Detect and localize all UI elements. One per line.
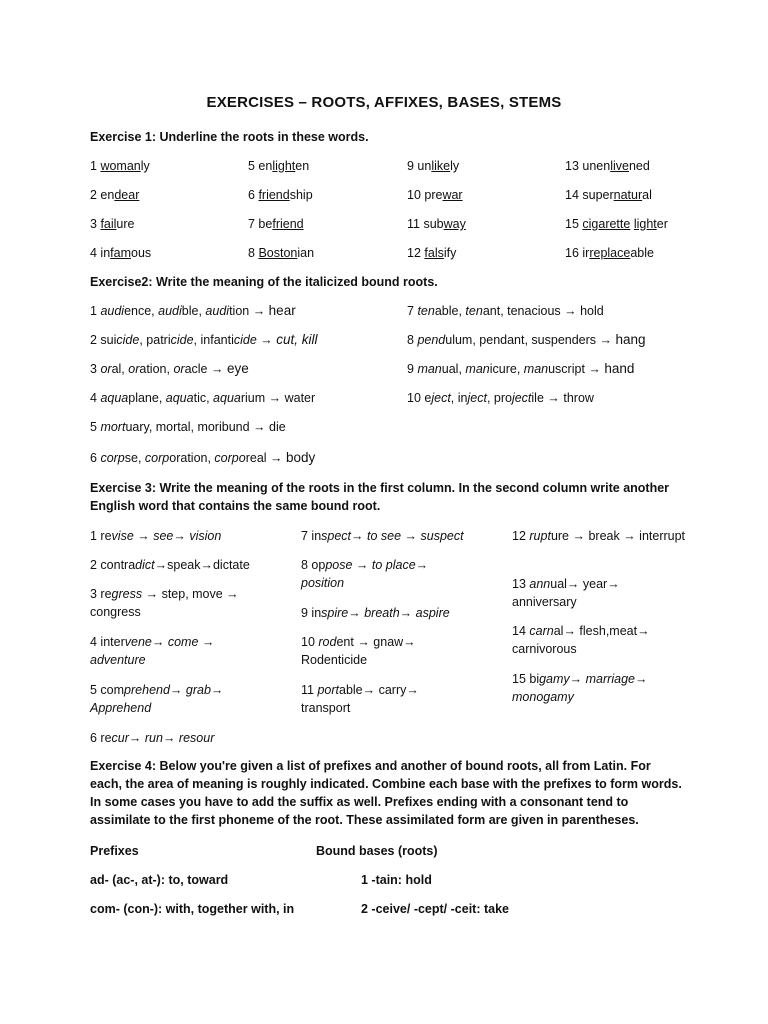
exercise-1-instruction: Underline the roots in these words. <box>156 130 369 144</box>
ex2-item: 2 suicide, patricide, infanticide → cut, kill <box>90 332 318 347</box>
page-title: EXERCISES – ROOTS, AFFIXES, BASES, STEMS <box>206 94 562 111</box>
exercise-1-heading <box>90 128 369 146</box>
exercise-3-instruction: Write the meaning of the roots in the first column. In the second column write another English word that contains the same bound root. <box>90 481 670 513</box>
ex2-item: 7 tenable, tenant, tenacious → hold <box>407 304 604 318</box>
base-item: 1 -tain: hold <box>361 873 432 887</box>
ex2-item: 9 manual, manicure, manuscript → hand <box>407 361 635 376</box>
prefixes-header: Prefixes <box>90 844 139 858</box>
exercise-4-heading <box>90 757 685 829</box>
ex1-item: 12 falsify <box>407 246 457 260</box>
ex1-item: 3 failure <box>90 217 135 231</box>
ex3-item: 2 contradict→speak→dictate <box>90 558 250 572</box>
ex1-item: 13 unenlivened <box>565 159 650 173</box>
ex1-item: 6 friendship <box>248 188 313 202</box>
ex3-item: 11 portable→ carry→ transport <box>301 683 419 715</box>
exercise-2-instruction: Write the meaning of the italicized bound roots. <box>152 275 438 289</box>
ex3-item: 8 oppose → to place→ position <box>301 558 429 590</box>
exercise-3-heading <box>90 479 690 515</box>
ex2-item: 8 pendulum, pendant, suspenders → hang <box>407 332 646 347</box>
ex1-item: 2 endear <box>90 188 140 202</box>
ex2-item: 1 audience, audible, audition → hear <box>90 303 296 318</box>
ex1-item: 5 enlighten <box>248 159 310 173</box>
exercise-1-label: Exercise 1: <box>90 130 157 144</box>
ex3-item: 5 comprehend→ grab→ Apprehend <box>90 683 224 715</box>
ex1-item: 15 cigarette lighter <box>565 217 668 231</box>
ex1-item: 14 supernatural <box>565 188 652 202</box>
ex3-item: 7 inspect→ to see → suspect <box>301 529 464 543</box>
ex3-item: 1 revise → see→ vision <box>90 529 222 543</box>
ex3-item: 10 rodent → gnaw→ Rodenticide <box>301 635 416 667</box>
ex2-item: 5 mortuary, mortal, moribund → die <box>90 420 286 434</box>
prefix-item: ad- (ac-, at-): to, toward <box>90 873 229 887</box>
ex1-item: 4 infamous <box>90 246 152 260</box>
ex3-item: 4 intervene→ come → adventure <box>90 635 215 667</box>
base-item: 2 -ceive/ -cept/ -ceit: take <box>361 902 509 916</box>
ex3-item: 14 carnal→ flesh,meat→ carnivorous <box>512 624 650 656</box>
bases-header: Bound bases (roots) <box>316 844 438 858</box>
ex3-item: 6 recur→ run→ resour <box>90 731 215 745</box>
ex3-item: 15 bigamy→ marriage→ monogamy <box>512 672 648 704</box>
ex1-item: 8 Bostonian <box>248 246 315 260</box>
exercise-4-instruction: Below you're given a list of prefixes and another of bound roots, all from Latin. For each, the area of meaning is roughly indicated. Combine each base with the prefixes to form words. In some cases you have to add the suffix as well. Prefixes ending with a consonant tend to assimilate to the first phoneme of the root. These assimilated form are given in parentheses. <box>90 759 682 827</box>
ex2-item: 6 corpse, corporation, corporeal → body <box>90 450 316 465</box>
ex3-item: 13 annual→ year→ anniversary <box>512 577 620 609</box>
ex2-item: 4 aquaplane, aquatic, aquarium → water <box>90 391 316 405</box>
ex3-item: 12 rupture → break → interrupt <box>512 529 686 543</box>
ex2-item: 10 eject, inject, projectile → throw <box>407 391 594 405</box>
ex1-item: 11 subway <box>407 217 466 231</box>
ex1-item: 10 prewar <box>407 188 463 202</box>
ex1-item: 9 unlikely <box>407 159 460 173</box>
exercise-3-label: Exercise 3: <box>90 481 157 495</box>
ex3-item: 3 regress → step, move → congress <box>90 587 239 619</box>
prefix-item: com- (con-): with, together with, in <box>90 902 295 916</box>
ex3-item: 9 inspire→ breath→ aspire <box>301 606 450 620</box>
ex2-item: 3 oral, oration, oracle → eye <box>90 361 249 376</box>
exercise-2-label: Exercise2: <box>90 275 153 289</box>
ex1-item: 7 befriend <box>248 217 304 231</box>
ex1-item: 16 irreplaceable <box>565 246 654 260</box>
ex1-item: 1 womanly <box>90 159 150 173</box>
exercise-2-heading <box>90 273 438 291</box>
exercise-4-label: Exercise 4: <box>90 759 157 773</box>
